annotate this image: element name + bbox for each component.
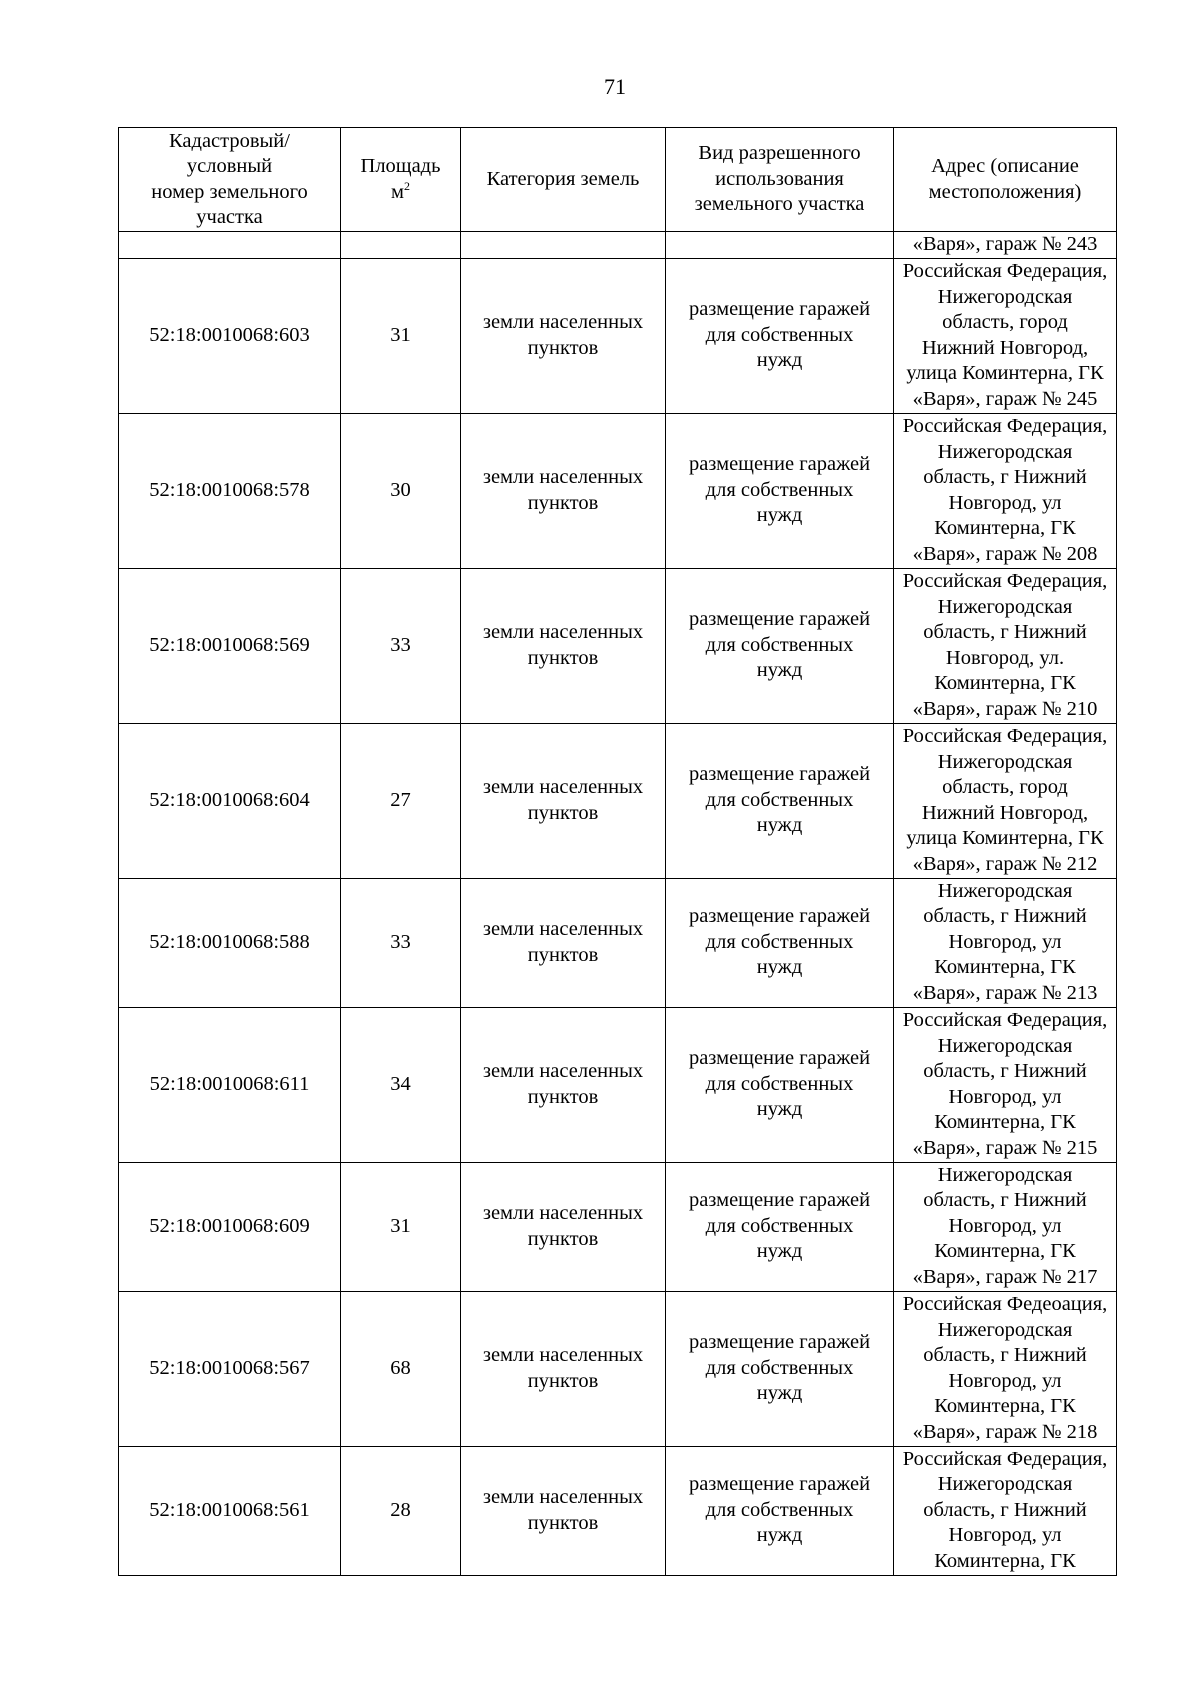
address-cell: Российская Федерация, Нижегородская область, город Нижний Новгород, улица Коминтерна, ГК «Варя», гараж № 212 xyxy=(894,723,1117,878)
address-cell: Нижегородская область, г Нижний Новгород, ул Коминтерна, ГК «Варя», гараж № 213 xyxy=(894,878,1117,1007)
address-cell: Российская Федерация, Нижегородская область, город Нижний Новгород, улица Коминтерна, ГК «Варя», гараж № 245 xyxy=(894,258,1117,413)
continuation-row xyxy=(119,232,1117,259)
cadastral-number-cell: 52:18:0010068:603 xyxy=(119,258,341,413)
continuation-category xyxy=(461,232,666,259)
cadastral-number-cell: 52:18:0010068:611 xyxy=(119,1007,341,1162)
category-cell: земли населенных пунктов xyxy=(461,413,666,568)
permitted-use-cell: размещение гаражей для собственных нужд xyxy=(666,258,894,413)
area-cell: 31 xyxy=(341,1162,461,1291)
table-row xyxy=(119,878,1117,1007)
address-cell: Российская Федерация, Нижегородская область, г Нижний Новгород, ул. Коминтерна, ГК «Варя», гараж № 210 xyxy=(894,568,1117,723)
cadastral-number-cell: 52:18:0010068:578 xyxy=(119,413,341,568)
area-cell: 27 xyxy=(341,723,461,878)
table-row xyxy=(119,568,1117,723)
continuation-area xyxy=(341,232,461,259)
table-row xyxy=(119,1007,1117,1162)
table-row xyxy=(119,413,1117,568)
category-cell: земли населенных пунктов xyxy=(461,1446,666,1575)
page-number: 71 xyxy=(604,74,626,99)
area-cell: 28 xyxy=(341,1446,461,1575)
header-use: Вид разрешенного использования земельного участка xyxy=(666,128,894,232)
header-area: Площадь $м^2$ xyxy=(341,128,461,232)
table-row xyxy=(119,723,1117,878)
header-area-superscript: 2 xyxy=(403,178,410,193)
permitted-use-cell: размещение гаражей для собственных нужд xyxy=(666,1162,894,1291)
table-row xyxy=(119,1162,1117,1291)
category-cell: земли населенных пунктов xyxy=(461,1291,666,1446)
address-cell: Российская Федерация, Нижегородская область, г Нижний Новгород, ул Коминтерна, ГК «Варя», гараж № 215 xyxy=(894,1007,1117,1162)
permitted-use-cell: размещение гаражей для собственных нужд xyxy=(666,878,894,1007)
cadastral-number-cell: 52:18:0010068:609 xyxy=(119,1162,341,1291)
table-row xyxy=(119,1291,1117,1446)
area-cell: 33 xyxy=(341,568,461,723)
permitted-use-cell: размещение гаражей для собственных нужд xyxy=(666,723,894,878)
cadastral-number-cell: 52:18:0010068:567 xyxy=(119,1291,341,1446)
header-address: Адрес (описание местоположения) xyxy=(894,128,1117,232)
permitted-use-cell: размещение гаражей для собственных нужд xyxy=(666,1446,894,1575)
table-header-row xyxy=(119,128,1117,232)
table-row xyxy=(119,1446,1117,1575)
address-cell: Российская Федерация, Нижегородская область, г Нижний Новгород, ул Коминтерна, ГК «Варя», гараж № 208 xyxy=(894,413,1117,568)
address-cell: Российская Федеоация, Нижегородская область, г Нижний Новгород, ул Коминтерна, ГК «Варя», гараж № 218 xyxy=(894,1291,1117,1446)
category-cell: земли населенных пунктов xyxy=(461,1007,666,1162)
cadastral-number-cell: 52:18:0010068:588 xyxy=(119,878,341,1007)
category-cell: земли населенных пунктов xyxy=(461,1162,666,1291)
header-category: Категория земель xyxy=(461,128,666,232)
category-cell: земли населенных пунктов xyxy=(461,878,666,1007)
cadastral-number-cell: 52:18:0010068:604 xyxy=(119,723,341,878)
table-row xyxy=(119,258,1117,413)
area-cell: 68 xyxy=(341,1291,461,1446)
permitted-use-cell: размещение гаражей для собственных нужд xyxy=(666,568,894,723)
header-cadastral: Кадастровый/ условный номер земельного участка xyxy=(119,128,341,232)
area-cell: 31 xyxy=(341,258,461,413)
continuation-address: «Варя», гараж № 243 xyxy=(894,232,1117,259)
address-cell: Нижегородская область, г Нижний Новгород, ул Коминтерна, ГК «Варя», гараж № 217 xyxy=(894,1162,1117,1291)
address-cell: Российская Федерация, Нижегородская область, г Нижний Новгород, ул Коминтерна, ГК xyxy=(894,1446,1117,1575)
area-cell: 33 xyxy=(341,878,461,1007)
permitted-use-cell: размещение гаражей для собственных нужд xyxy=(666,413,894,568)
cadastral-number-cell: 52:18:0010068:561 xyxy=(119,1446,341,1575)
category-cell: земли населенных пунктов xyxy=(461,258,666,413)
continuation-use xyxy=(666,232,894,259)
area-cell: 34 xyxy=(341,1007,461,1162)
cadastral-number-cell: 52:18:0010068:569 xyxy=(119,568,341,723)
category-cell: земли населенных пунктов xyxy=(461,568,666,723)
land-plots-table xyxy=(118,127,1117,1576)
area-cell: 30 xyxy=(341,413,461,568)
permitted-use-cell: размещение гаражей для собственных нужд xyxy=(666,1291,894,1446)
permitted-use-cell: размещение гаражей для собственных нужд xyxy=(666,1007,894,1162)
category-cell: земли населенных пунктов xyxy=(461,723,666,878)
continuation-cadastral xyxy=(119,232,341,259)
